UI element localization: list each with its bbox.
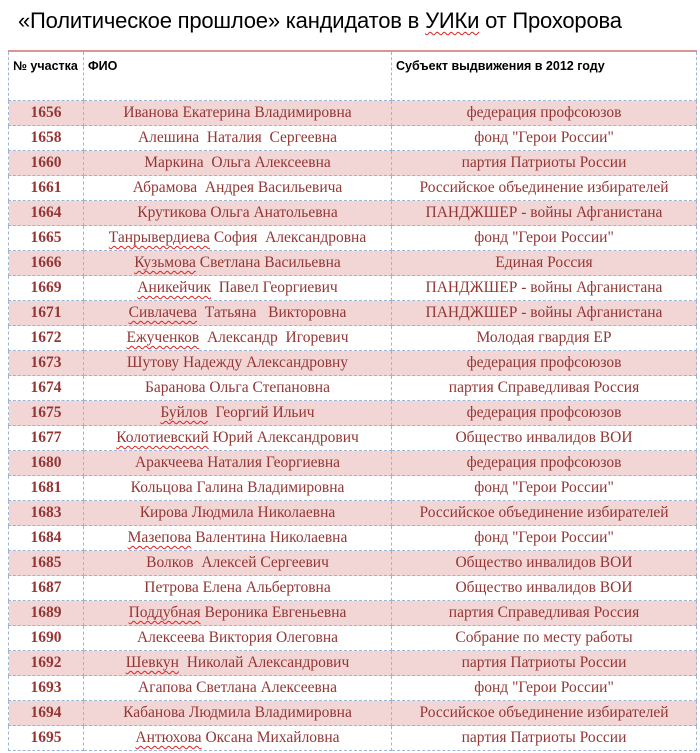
surname: Кирова [139,504,188,521]
given-names: Николай Александрович [178,654,350,671]
nominating-org: ПАНДЖШЕР - войны Афганистана [392,301,697,326]
nominating-org: Молодая гвардия ЕР [392,326,697,351]
candidate-name [84,301,392,326]
precinct-number: 1665 [9,226,84,251]
precinct-number: 1692 [9,651,84,676]
table-row [9,576,697,601]
surname: Волков [146,554,194,571]
precinct-number: 1672 [9,326,84,351]
candidate-name [84,676,392,701]
precinct-number: 1660 [9,151,84,176]
surname: Шутову [126,354,180,371]
nominating-org: Российское объединение избирателей [392,176,697,201]
precinct-number: 1669 [9,276,84,301]
table-row [9,701,697,726]
title-text-end: от Прохорова [479,8,622,33]
surname: Колотиевский [116,429,209,446]
precinct-number: 1658 [9,126,84,151]
nominating-org: партия Патриоты России [392,651,697,676]
surname: Петрова [144,579,199,596]
table-row [9,501,697,526]
nominating-org: Общество инвалидов ВОИ [392,551,697,576]
nominating-org: федерация профсоюзов [392,401,697,426]
precinct-number: 1689 [9,601,84,626]
nominating-org: ПАНДЖШЕР - войны Афганистана [392,201,697,226]
precinct-number: 1656 [9,101,84,126]
candidate-name [84,326,392,351]
candidate-name [84,401,392,426]
given-names: Людмила Владимировна [184,704,352,721]
candidate-name [84,501,392,526]
candidate-name [84,451,392,476]
surname: Алешина [137,129,200,146]
table-row [9,176,697,201]
given-names: Ольга Алексеевна [203,154,331,171]
table-row [9,226,697,251]
table-row [9,476,697,501]
candidate-name [84,476,392,501]
precinct-number: 1690 [9,626,84,651]
surname: Кабанова [123,704,185,721]
precinct-number: 1661 [9,176,84,201]
nominating-org: Единая Россия [392,251,697,276]
candidate-name [84,551,392,576]
given-names: Павел Георгиевич [211,279,338,296]
nominating-org: партия Справедливая Россия [392,601,697,626]
candidates-table [8,50,697,751]
page-title [18,8,622,34]
table-row [9,351,697,376]
nominating-org: федерация профсоюзов [392,451,697,476]
precinct-number: 1684 [9,526,84,551]
nominating-org: ПАНДЖШЕР - войны Афганистана [392,276,697,301]
given-names: Алексей Сергеевич [193,554,329,571]
nominating-org: федерация профсоюзов [392,351,697,376]
table-row [9,301,697,326]
surname: Кузьмова [134,254,196,271]
surname: Абрамова [132,179,198,196]
given-names: Светлана Васильевна [195,254,341,271]
precinct-number: 1681 [9,476,84,501]
given-names: Наталия Георгиевна [203,454,341,471]
given-names: Надежду Александровну [179,354,349,371]
given-names: Елена Альбертовна [198,579,331,596]
surname: Буйлов [160,404,208,421]
nominating-org: Общество инвалидов ВОИ [392,426,697,451]
given-names: Вероника Евгеньевна [200,604,347,621]
nominating-org: партия Патриоты России [392,151,697,176]
candidate-name [84,226,392,251]
nominating-org: Общество инвалидов ВОИ [392,576,697,601]
candidate-name [84,576,392,601]
surname: Антюхова [135,729,202,746]
surname: Алексеева [136,629,205,646]
table-row [9,151,697,176]
precinct-number: 1685 [9,551,84,576]
precinct-number: 1673 [9,351,84,376]
precinct-number: 1693 [9,676,84,701]
precinct-number: 1683 [9,501,84,526]
surname: Агапова [138,679,193,696]
precinct-number: 1694 [9,701,84,726]
surname: Аракчеева [134,454,204,471]
nominating-org: партия Патриоты России [392,726,697,751]
table-row [9,401,697,426]
table-row [9,126,697,151]
table-row [9,676,697,701]
table-row [9,651,697,676]
candidate-name [84,201,392,226]
precinct-number: 1674 [9,376,84,401]
precinct-number: 1675 [9,401,84,426]
table-row [9,551,697,576]
header-fio: ФИО [84,51,392,101]
table-row [9,276,697,301]
header-org: Субъект выдвижения в 2012 году [392,51,697,101]
given-names: Георгий Ильич [207,404,315,421]
candidate-name [84,151,392,176]
nominating-org: Российское объединение избирателей [392,501,697,526]
surname: Кольцова [130,479,193,496]
candidate-name [84,276,392,301]
title-text: «Политическое прошлое» кандидатов в [18,8,426,33]
table-row [9,526,697,551]
precinct-number: 1680 [9,451,84,476]
given-names: Валентина Николаевна [191,529,348,546]
candidate-name [84,176,392,201]
precinct-number: 1666 [9,251,84,276]
given-names: Татьяна Викторовна [197,304,347,321]
candidate-name [84,626,392,651]
surname: Поддубная [128,604,201,621]
candidate-name [84,726,392,751]
candidate-name [84,701,392,726]
nominating-org: фонд "Герои России" [392,526,697,551]
nominating-org: федерация профсоюзов [392,101,697,126]
candidate-name [84,526,392,551]
table-row [9,626,697,651]
nominating-org: фонд "Герои России" [392,476,697,501]
given-names: Ольга Анатольевна [206,204,338,221]
given-names: Оксана Михайловна [201,729,340,746]
candidate-name [84,101,392,126]
given-names: Галина Владимировна [192,479,345,496]
table-row [9,201,697,226]
given-names: Светлана Алексеевна [192,679,337,696]
given-names: Наталия Сергеевна [199,129,338,146]
nominating-org: фонд "Герои России" [392,676,697,701]
precinct-number: 1671 [9,301,84,326]
title-flagged-word: УИКи [425,8,480,33]
given-names: Александр Игоревич [199,329,349,346]
given-names: Андрея Васильевича [197,179,343,196]
nominating-org: Российское объединение избирателей [392,701,697,726]
candidate-name [84,251,392,276]
precinct-number: 1695 [9,726,84,751]
table-row [9,726,697,751]
candidate-name [84,376,392,401]
nominating-org: партия Справедливая Россия [392,376,697,401]
given-names: Екатерина Владимировна [178,104,352,121]
candidate-name [84,426,392,451]
surname: Шевкун [125,654,179,671]
precinct-number: 1664 [9,201,84,226]
precinct-number: 1677 [9,426,84,451]
surname: Маркина [144,154,204,171]
table-row [9,451,697,476]
surname: Танрывердиева [108,229,210,246]
nominating-org: фонд "Герои России" [392,126,697,151]
surname: Сивлачева [128,304,198,321]
table-row [9,251,697,276]
table-row [9,101,697,126]
surname: Крутикова [137,204,207,221]
table-row [9,326,697,351]
given-names: Виктория Олеговна [204,629,338,646]
given-names: Людмила Николаевна [187,504,336,521]
nominating-org: Собрание по месту работы [392,626,697,651]
table-row [9,601,697,626]
given-names: Юрий Александрович [208,429,359,446]
surname: Аникейчик [137,279,212,296]
candidate-name [84,126,392,151]
surname: Мазепова [127,529,192,546]
surname: Баранова [145,379,206,396]
header-num: № участка [9,51,84,101]
surname: Ежученков [126,329,200,346]
surname: Иванова [123,104,179,121]
given-names: София Александровна [209,229,367,246]
table-row [9,376,697,401]
header-row [9,51,697,101]
nominating-org: фонд "Герои России" [392,226,697,251]
candidate-name [84,351,392,376]
candidate-name [84,601,392,626]
given-names: Ольга Степановна [205,379,330,396]
table-row [9,426,697,451]
precinct-number: 1687 [9,576,84,601]
candidate-name [84,651,392,676]
